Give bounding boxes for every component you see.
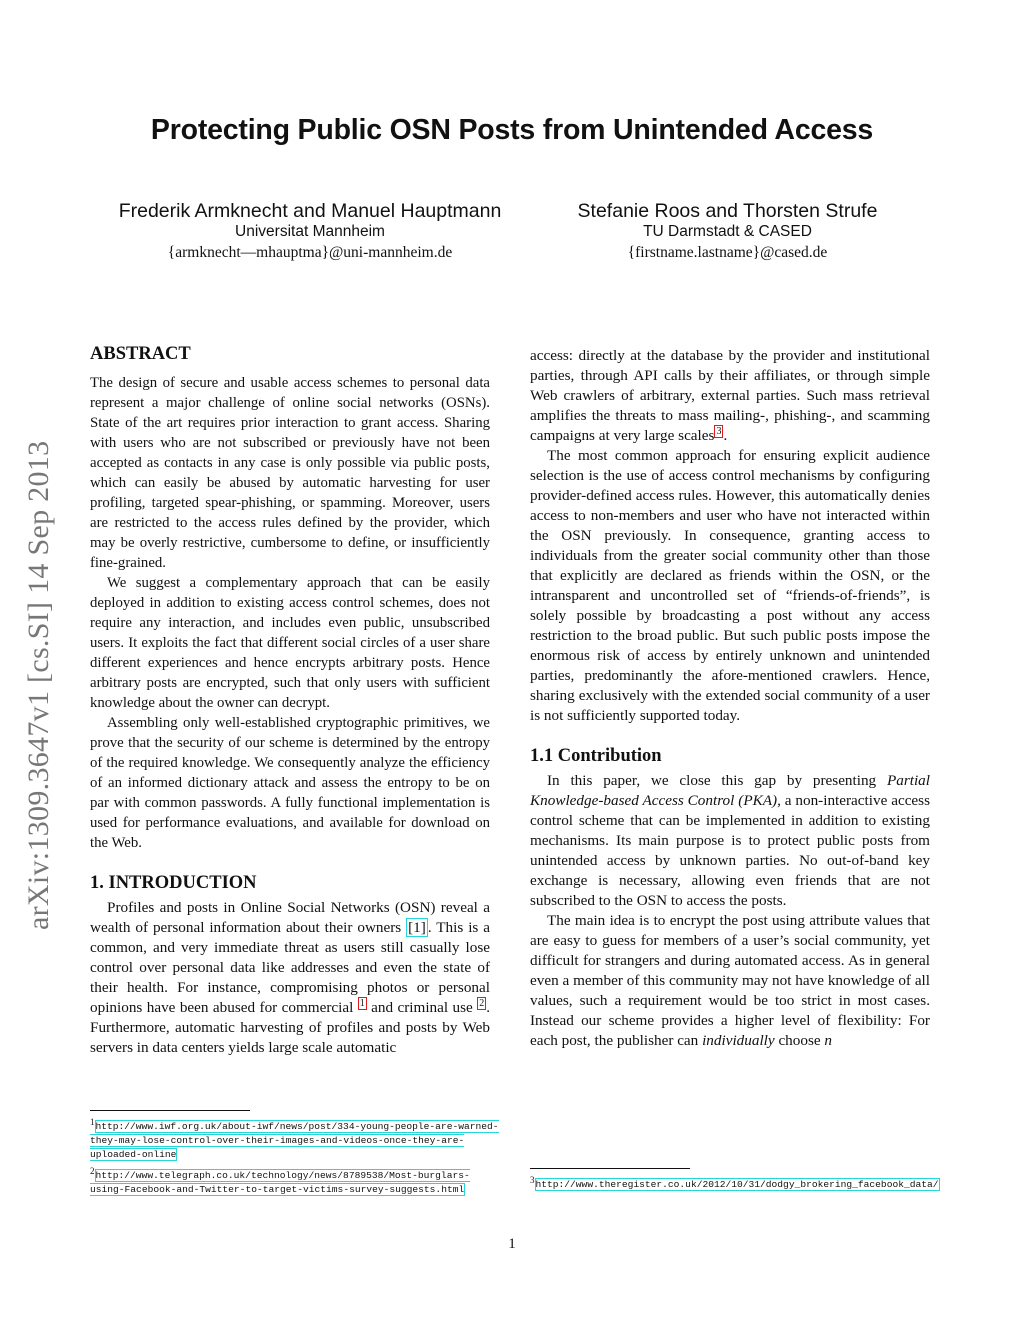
introduction-heading: 1. INTRODUCTION	[90, 873, 257, 893]
footnote: $^1$http://www.iwf.org.uk/about-iwf/news/post/334-young-people-are-warned-they-may-lose-control-over-their-images-and-videos-once-they-are-uploaded-online	[90, 1117, 499, 1161]
footnote-url-link[interactable]: http://www.telegraph.co.uk/technology/news/8789538/Most-burglars-using-Facebook-and-Twitter-to-target-victims-survey-suggests.html	[90, 1170, 470, 1196]
left-column	[90, 340, 490, 1058]
page-number: 1	[508, 1236, 516, 1252]
author-block-2	[535, 200, 920, 265]
footnotes-left	[90, 1110, 500, 1199]
right-column	[530, 346, 930, 1051]
footnote: $^3$http://www.theregister.co.uk/2012/10/31/dodgy_brokering_facebook_data/	[530, 1175, 939, 1191]
contribution-paragraph: The main idea is to encrypt the post using attribute values that are easy to guess for members of a user’s social community, yet difficult for strangers and during automated access. As in general even a member of this community may not have knowledge of all values, such a requirement would be too strict in most cases. Instead our scheme provides a higher level of flexibility: For each post, the publisher can individually choose n	[530, 912, 930, 1049]
author-names: Frederik Armknecht and Manuel Hauptmann	[118, 200, 502, 222]
footnote-rule	[90, 1110, 250, 1111]
footnote: $^2$http://www.telegraph.co.uk/technology/news/8789538/Most-burglars-using-Facebook-and-Twitter-to-target-victims-survey-suggests.html	[90, 1166, 470, 1196]
arxiv-stamp: arXiv:1309.3647v1 [cs.SI] 14 Sep 2013	[22, 440, 55, 930]
author-block-1	[100, 200, 520, 265]
footnote-link[interactable]: 3	[716, 425, 722, 437]
contribution-heading: 1.1 Contribution	[530, 746, 662, 766]
abstract-paragraph: Assembling only well-established cryptographic primitives, we prove that the security of our scheme is determined by the entropy of the required knowledge. We consequently analyze the efficiency of an informed dictionary attack and assess the entropy to be on par with common passwords. A fully functional implementation is used for performance evaluations, and available for download on the Web.	[90, 715, 490, 851]
intro-continuation: access: directly at the database by the provider and institutional parties, through API calls by their affiliates, or through simple Web crawlers of arbitrary, external parties. Such mass retrieval amplifies the threats to mass mailing-, phishing-, and scamming campaigns at very large scales $^3$ .	[530, 347, 930, 444]
abstract-paragraph: We suggest a complementary approach that can be easily deployed in addition to existing access control schemes, does not require any interaction, and includes even public, unsubscribed users. It exploits the fact that different social circles of a user share different experiences and hence encrypts arbitrary posts. Hence arbitrary posts are encrypted, such that only users with sufficient knowledge about the owner can decrypt.	[90, 575, 490, 711]
footnote-link[interactable]: 1	[359, 997, 365, 1009]
footnote-url-link[interactable]: http://www.iwf.org.uk/about-iwf/news/post/334-young-people-are-warned-they-may-lose-control-over-their-images-and-videos-once-they-are-uploaded-online	[90, 1121, 499, 1161]
author-email: {firstname.lastname}@cased.de	[627, 244, 828, 261]
author-names: Stefanie Roos and Thorsten Strufe	[577, 200, 878, 222]
abstract-heading: ABSTRACT	[90, 344, 191, 364]
footnote-rule	[530, 1168, 690, 1169]
footnote-link[interactable]: 2	[479, 997, 485, 1009]
intro-paragraph: Profiles and posts in Online Social Networks (OSN) reveal a wealth of personal information about their owners [1] . This is a common, and very immediate threat as users still casually lose control over personal data like addresses and even the state of their health. For instance, compromising photos or personal opinions have been abused for commercial $^1$ and criminal use $^2$ . Furthermore, automatic harvesting of profiles and posts by Web servers in data centers yields large scale automatic	[90, 899, 490, 1056]
intro-paragraph: The most common approach for ensuring explicit audience selection is the use of access control mechanisms by configuring provider-defined access rules. However, this automatically denies access to non-members and user who have not interacted within the OSN previously. In consequence, granting access to individuals from the greater social community other than those that explicitly are declared as friends within the OSN, or the intransparent and uncontrolled set of “friends-of-friends”, is solely possible by broadcasting a post without any access restriction to the broad public. But such public posts impose the enormous risk of access by entirely unknown and unintended parties, predominantly the afore-mentioned crawlers. Hence, sharing exclusively with the extended social community of a user is not sufficiently supported today.	[530, 447, 930, 724]
citation-link[interactable]: [1]	[408, 919, 426, 936]
contribution-paragraph: In this paper, we close this gap by presenting Partial Knowledge-based Access Control (PKA), a non-interactive access control scheme that can be implemented in addition to existing mechanisms. Its main purpose is to protect public posts from unintended access by unknown parties. No out-of-band key exchange is necessary, allowing even friends that are not subscribed to the OSN to access the posts.	[530, 772, 930, 909]
abstract-paragraph: The design of secure and usable access schemes to personal data represent a major challenge of online social networks (OSNs). State of the art requires prior interaction to grant access. Sharing with users who are not subscribed or previously have not been accepted as contacts in any case is only possible via public posts, which can easily be abused by automatic harvesting for user profiling, targeted spear-phishing, or spamming. Moreover, users are restricted to the access rules defined by the provider, which may be overly restrictive, cumbersome to define, or insufficiently fine-grained.	[90, 375, 490, 571]
paper-title: Protecting Public OSN Posts from Unintended Access	[150, 114, 874, 146]
author-affiliation: Universitat Mannheim	[235, 223, 385, 240]
footnote-url-link[interactable]: http://www.theregister.co.uk/2012/10/31/dodgy_brokering_facebook_data/	[535, 1179, 939, 1191]
footnotes-right	[530, 1168, 940, 1194]
author-affiliation: TU Darmstadt & CASED	[643, 223, 812, 240]
author-email: {armknecht—mhauptma}@uni-mannheim.de	[167, 244, 453, 261]
